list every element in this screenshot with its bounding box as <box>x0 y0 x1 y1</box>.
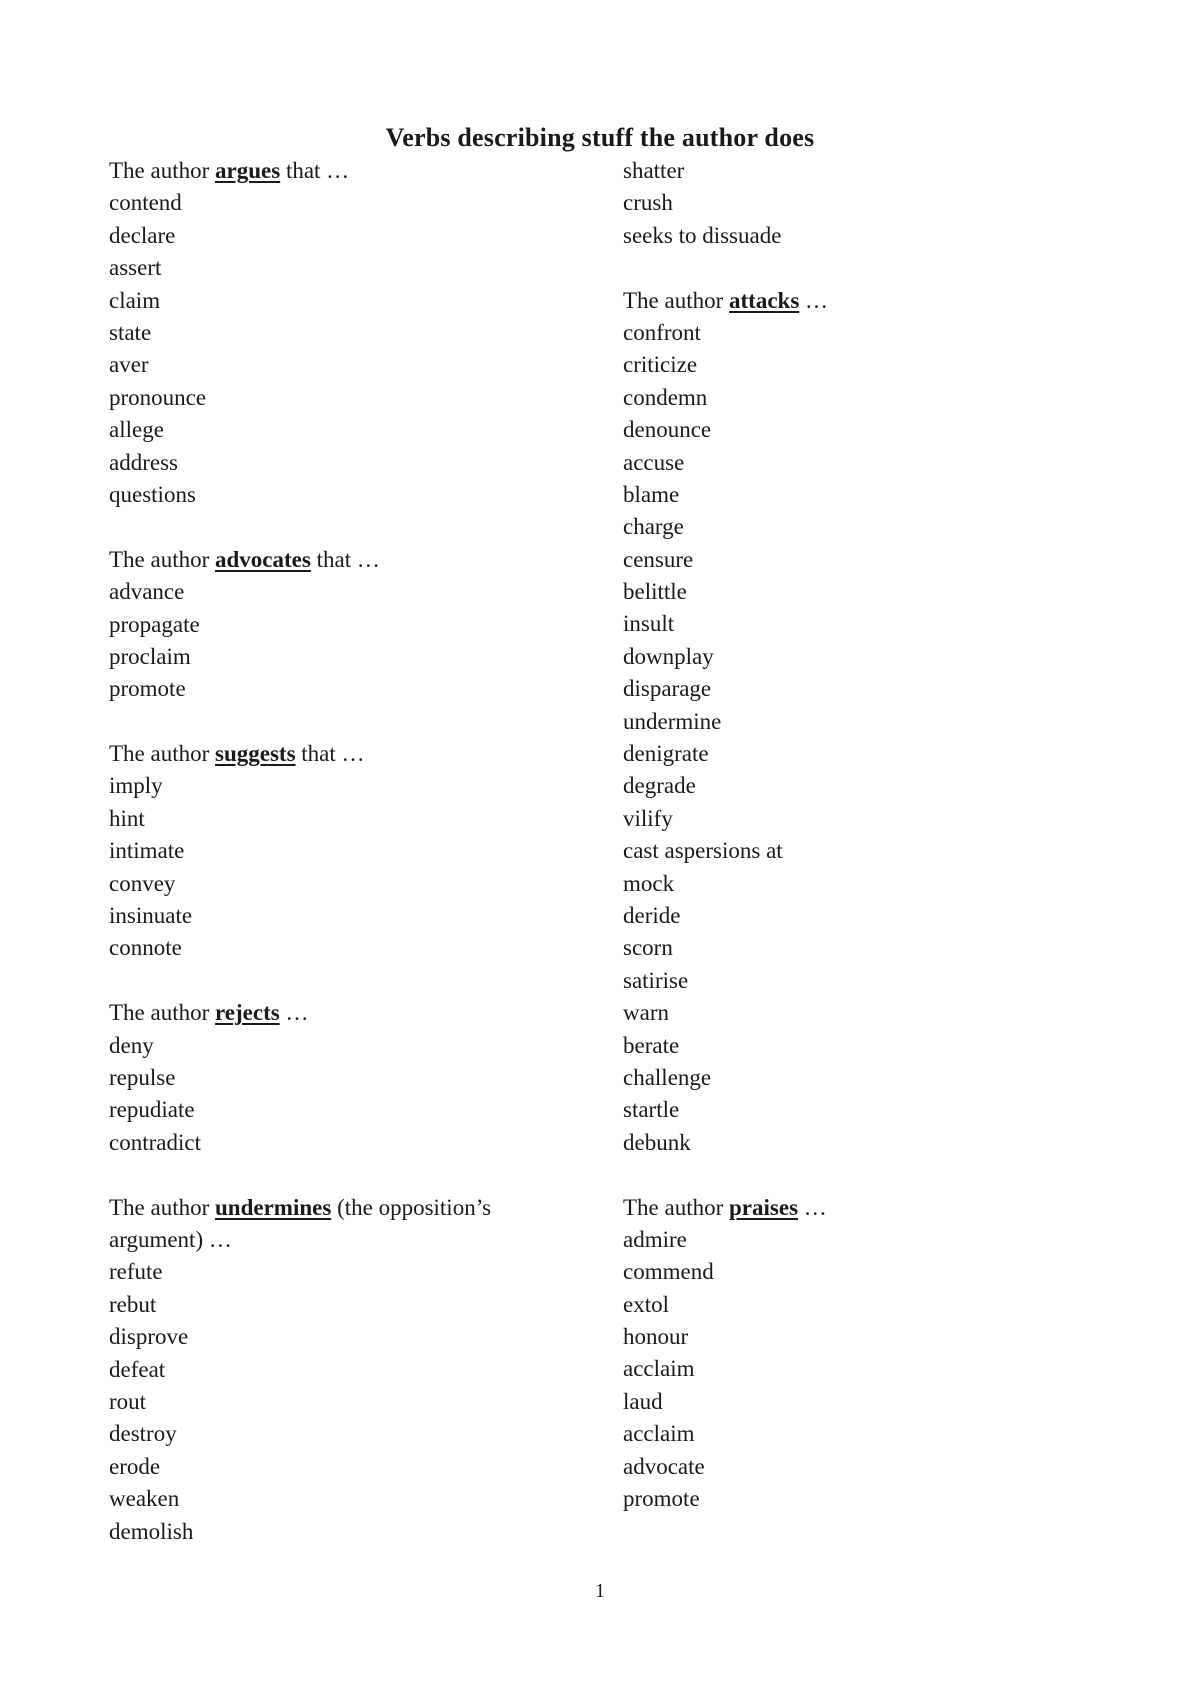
verb-item: intimate <box>109 838 185 864</box>
right-column <box>623 155 1063 1515</box>
left-section-argues <box>109 155 549 511</box>
verb-item: questions <box>109 481 196 507</box>
right-section-attacks <box>623 285 1063 1160</box>
verb-item: laud <box>623 1388 663 1414</box>
verb-item: criticize <box>623 352 698 378</box>
verb-item: berate <box>623 1032 680 1058</box>
heading-prefix: The author <box>623 287 730 313</box>
heading-suffix: … <box>799 287 829 313</box>
verb-item: mock <box>623 870 675 896</box>
spacer <box>623 1159 1063 1191</box>
verb-item: allege <box>109 417 164 443</box>
verb-item: denounce <box>623 417 712 443</box>
verb-item: destroy <box>109 1421 177 1447</box>
heading-prefix: The author <box>109 546 216 572</box>
verb-item: condemn <box>623 384 708 410</box>
spacer <box>109 511 549 543</box>
heading-suffix: that … <box>310 546 380 572</box>
verb-item: crush <box>623 190 673 216</box>
verb-item: undermine <box>623 708 722 734</box>
heading-prefix: The author <box>109 158 216 183</box>
verb-item: refute <box>109 1259 163 1285</box>
heading-suffix: (the opposition’s argument) … <box>109 1194 492 1252</box>
verb-item: admire <box>623 1226 687 1252</box>
verb-item: honour <box>623 1324 689 1350</box>
verb-item: hint <box>109 805 145 831</box>
verb-item: warn <box>623 1000 669 1026</box>
verb-item: insult <box>623 611 675 637</box>
verb-item: downplay <box>623 643 714 669</box>
verb-item: scorn <box>623 935 673 961</box>
section-heading <box>109 738 549 770</box>
verb-item: disprove <box>109 1324 189 1350</box>
verb-item: proclaim <box>109 643 191 669</box>
left-section-suggests <box>109 738 549 965</box>
verb-item: defeat <box>109 1356 166 1382</box>
verb-item: address <box>109 449 178 475</box>
heading-suffix: … <box>798 1194 827 1220</box>
verb-item: cast aspersions at <box>623 838 783 864</box>
heading-suffix: that … <box>280 158 350 183</box>
heading-verb: attacks <box>729 287 800 313</box>
verb-item: belittle <box>623 579 687 605</box>
spacer <box>109 706 549 738</box>
verb-item: promote <box>623 1486 700 1512</box>
section-heading <box>109 155 549 187</box>
verb-item: pronounce <box>109 384 207 410</box>
spacer <box>623 252 1063 284</box>
left-column <box>109 155 549 1548</box>
verb-item: extol <box>623 1291 669 1317</box>
verb-item: shatter <box>623 158 685 183</box>
spacer <box>109 965 549 997</box>
section-heading <box>623 1192 1063 1224</box>
verb-item: denigrate <box>623 741 709 767</box>
heading-prefix: The author <box>109 1194 216 1220</box>
left-section-undermines <box>109 1192 549 1548</box>
verb-item: convey <box>109 870 176 896</box>
verb-item: charge <box>623 514 684 540</box>
verb-item: repudiate <box>109 1097 195 1123</box>
spacer <box>109 1159 549 1191</box>
verb-item: commend <box>623 1259 714 1285</box>
heading-suffix: … <box>279 1000 309 1026</box>
page-title: Verbs describing stuff the author does <box>385 123 815 152</box>
verb-item: claim <box>109 287 161 313</box>
verb-item: disparage <box>623 676 712 702</box>
heading-prefix: The author <box>109 741 216 767</box>
verb-item: censure <box>623 546 694 572</box>
left-section-rejects <box>109 997 549 1159</box>
verb-item: declare <box>109 222 176 248</box>
verb-item: state <box>109 319 152 345</box>
section-heading <box>109 1192 549 1257</box>
verb-item: debunk <box>623 1129 691 1155</box>
verb-item: repulse <box>109 1065 176 1090</box>
verb-item: acclaim <box>623 1356 695 1382</box>
heading-verb: praises <box>729 1194 799 1220</box>
verb-item: accuse <box>623 449 685 475</box>
heading-verb: advocates <box>215 546 311 572</box>
verb-item: confront <box>623 319 701 345</box>
verb-item: seeks to dissuade <box>623 222 782 248</box>
verb-item: erode <box>109 1453 161 1479</box>
verb-item: aver <box>109 352 149 378</box>
verb-item: satirise <box>623 967 689 993</box>
heading-verb: rejects <box>215 1000 280 1026</box>
heading-verb: suggests <box>215 741 296 767</box>
verb-item: connote <box>109 935 182 961</box>
verb-item: rout <box>109 1388 147 1414</box>
verb-item: promote <box>109 676 186 702</box>
verb-item: advocate <box>623 1453 705 1479</box>
section-heading <box>109 544 549 576</box>
verb-item: contradict <box>109 1129 201 1155</box>
heading-verb: undermines <box>215 1194 332 1220</box>
verb-item: weaken <box>109 1486 180 1512</box>
verb-item: deny <box>109 1032 154 1058</box>
page-number: 1 <box>595 1580 605 1602</box>
section-heading <box>109 997 549 1029</box>
verb-item: insinuate <box>109 903 193 929</box>
verb-item: propagate <box>109 611 200 637</box>
right-section-praises <box>623 1192 1063 1516</box>
verb-item: rebut <box>109 1291 157 1317</box>
verb-item: assert <box>109 255 162 281</box>
verb-item: advance <box>109 579 185 605</box>
heading-prefix: The author <box>623 1194 730 1220</box>
left-section-advocates <box>109 544 549 706</box>
verb-item: acclaim <box>623 1421 695 1447</box>
verb-item: degrade <box>623 773 696 799</box>
right-continuation <box>623 155 1063 252</box>
section-heading <box>623 285 1063 317</box>
verb-item: contend <box>109 190 182 216</box>
verb-item: deride <box>623 903 681 928</box>
verb-item: vilify <box>623 805 673 831</box>
verb-item: imply <box>109 773 163 799</box>
heading-verb: argues <box>215 158 281 183</box>
verb-item: challenge <box>623 1064 712 1090</box>
verb-item: startle <box>623 1097 680 1123</box>
verb-item: blame <box>623 481 680 507</box>
verb-item: demolish <box>109 1518 194 1544</box>
heading-suffix: that … <box>295 741 365 767</box>
heading-prefix: The author <box>109 1000 216 1026</box>
